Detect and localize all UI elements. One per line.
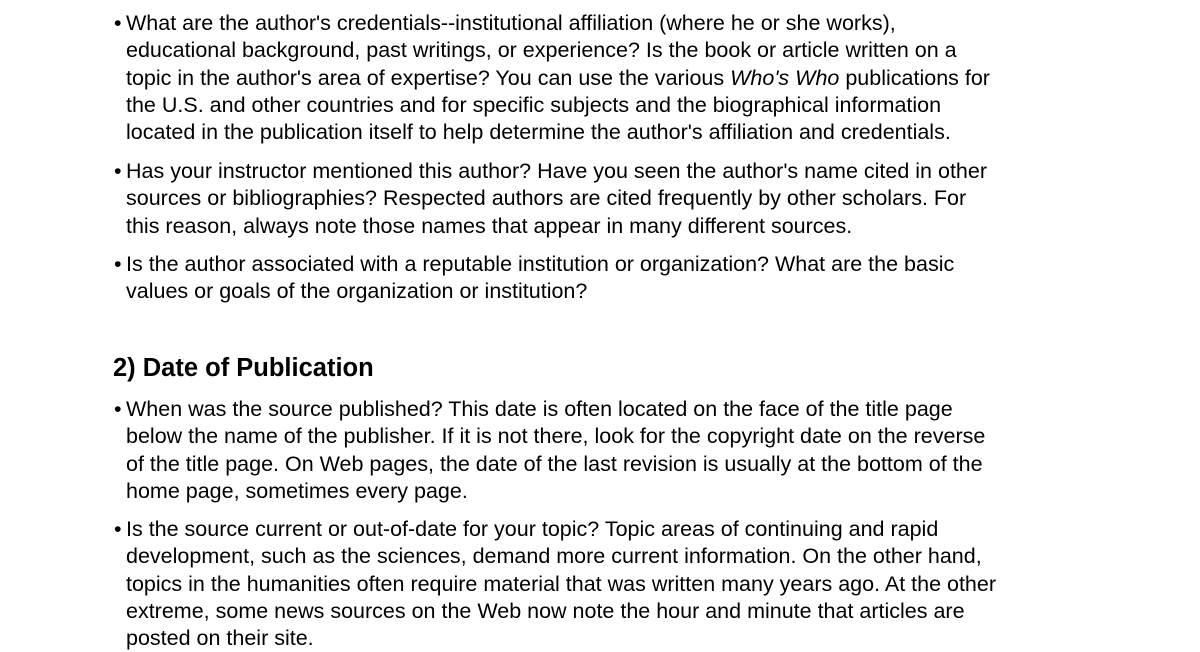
- text-line: sources or bibliographies? Respected authors are cited frequently by other scholars. For: [126, 186, 967, 211]
- text-line: educational background, past writings, or experience? Is the book or article written on a: [126, 38, 957, 63]
- text-line: values or goals of the organization or institution?: [126, 279, 588, 304]
- text-line: Is the author associated with a reputable institution or organization? What are the basic: [126, 252, 955, 276]
- text-line: home page, sometimes every page.: [126, 478, 468, 503]
- text-line: located in the publication itself to help determine the author's affiliation and credentials.: [126, 120, 951, 145]
- bullet-current-or-outdated: [114, 516, 1101, 652]
- italic-title: Who's Who: [730, 65, 840, 90]
- text-line: [126, 65, 1101, 92]
- text-line: below the name of the publisher. If it is not there, look for the copyright date on the reverse: [126, 424, 986, 449]
- text-segment: topic in the author's area of expertise? You can use the various: [126, 65, 725, 90]
- section-heading-date-of-publication: 2) Date of Publication: [113, 354, 374, 382]
- text-line: Is the source current or out-of-date for your topic? Topic areas of continuing and rapid: [126, 517, 939, 541]
- bullet-dot: •: [114, 517, 122, 541]
- bullet-dot: •: [114, 11, 122, 35]
- text-segment: publications for: [839, 65, 990, 90]
- text-line: of the title page. On Web pages, the date of the last revision is usually at the bottom of the: [126, 451, 983, 476]
- text-line: When was the source published? This date is often located on the face of the title page: [126, 397, 953, 421]
- bullet-dot: •: [114, 397, 122, 421]
- bullet-when-published: [114, 396, 1101, 505]
- text-line: posted on their site.: [126, 626, 314, 651]
- text-line: development, such as the sciences, demand more current information. On the other hand,: [126, 544, 982, 569]
- bullet-dot: •: [114, 159, 122, 183]
- bullet-author-credentials: [114, 10, 1101, 146]
- bullet-dot: •: [114, 252, 122, 276]
- text-line: this reason, always note those names that appear in many different sources.: [126, 213, 853, 238]
- bullet-instructor-mention: [114, 158, 1101, 240]
- text-line: Has your instructor mentioned this author? Have you seen the author's name cited in other: [126, 159, 987, 183]
- text-line: What are the author's credentials--institutional affiliation (where he or she works),: [126, 11, 896, 35]
- text-line: the U.S. and other countries and for specific subjects and the biographical information: [126, 92, 942, 117]
- text-line: topics in the humanities often require material that was written many years ago. At the other: [126, 571, 997, 596]
- bullet-reputable-institution: [114, 251, 1101, 306]
- text-line: extreme, some news sources on the Web now note the hour and minute that articles are: [126, 598, 965, 623]
